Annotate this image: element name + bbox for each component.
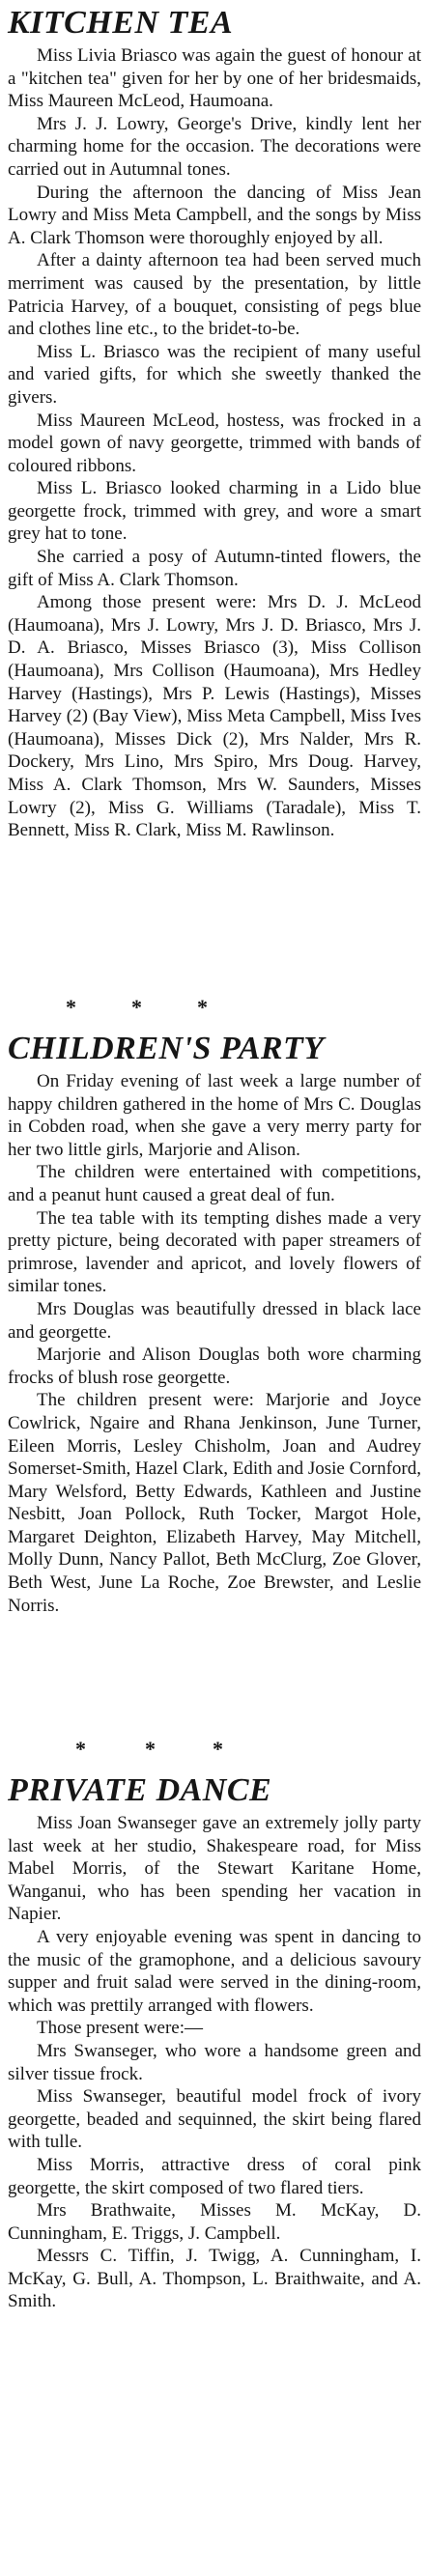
- kitchen-tea-paragraph: Miss Livia Briasco was again the guest of honour at a "kitchen tea" given for her by one of her bridesmaids, Miss Maureen McLeod, Haumoana.: [8, 45, 421, 112]
- childrens-party-paragraph: The tea table with its tempting dishes made a very pretty picture, being decorated with paper streamers of primrose, lavender and apricot, and lovely flowers of similar tones.: [8, 1207, 421, 1297]
- private-dance-paragraph: Mrs Swanseger, who wore a handsome green and silver tissue frock.: [8, 2040, 421, 2084]
- kitchen-tea-guest-list: Among those present were: Mrs D. J. McLeod (Haumoana), Mrs J. Lowry, Mrs J. D. Briasco, Mrs J. D. A. Briasco, Misses Briasco (3), Miss Collison (Haumoana), Mrs Collison (Haumoana), Mrs Hedley Harvey (Hastings), Mrs P. Lewis (Hastings), Misses Harvey (2) (Bay View), Miss Meta Campbell, Miss Ives (Haumoana), Misses Dick (2), Mrs Nalder, Mrs R. Dockery, Mrs Lino, Mrs Spiro, Mrs Doug. Harvey, Miss A. Clark Thomson, Mrs W. Saunders, Misses Lowry (2), Miss G. Williams (Taradale), Miss T. Bennett, Miss R. Clark, Miss M. Rawlinson.: [8, 592, 421, 841]
- kitchen-tea-paragraph: She carried a posy of Autumn-tinted flowers, the gift of Miss A. Clark Thomson.: [8, 547, 421, 590]
- private-dance-paragraph: Miss Swanseger, beautiful model frock of ivory georgette, beaded and sequinned, the skirt being flared with tulle.: [8, 2086, 421, 2153]
- childrens-party-paragraph: Marjorie and Alison Douglas both wore charming frocks of blush rose georgette.: [8, 1345, 421, 1388]
- childrens-party-guest-list: The children present were: Marjorie and Joyce Cowlrick, Ngaire and Rhana Jenkinson, June Turner, Eileen Morris, Lesley Chisholm, Joan and Audrey Somerset-Smith, Hazel Clark, Edith and Josie Cornford, Mary Welsford, Betty Edwards, Kathleen and Justine Nesbitt, Joan Pollock, Ruth Tocker, Margot Hole, Margaret Deighton, Elizabeth Harvey, May Mitchell, Molly Dunn, Nancy Pallot, Beth McClurg, Zoe Glover, Beth West, June La Roche, Zoe Brewster, and Leslie Norris.: [8, 1390, 421, 1616]
- kitchen-tea-heading: KITCHEN TEA: [8, 5, 234, 41]
- kitchen-tea-paragraph: Mrs J. J. Lowry, George's Drive, kindly lent her charming home for the occasion. The decorations were carried out in Autumnal tones.: [8, 113, 421, 180]
- separator-asterisk: *: [197, 995, 208, 1019]
- separator-asterisk: *: [213, 1737, 223, 1761]
- kitchen-tea-section: [8, 0, 421, 989]
- childrens-party-paragraph: The children were entertained with competitions, and a peanut hunt caused a great deal of fun.: [8, 1162, 421, 1205]
- separator-asterisk: *: [131, 995, 142, 1019]
- kitchen-tea-paragraph: Miss L. Briasco looked charming in a Lido blue georgette frock, trimmed with grey, and wore a smart grey hat to tone.: [8, 478, 421, 545]
- private-dance-paragraph: A very enjoyable evening was spent in dancing to the music of the gramophone, and a delicious savoury supper and fruit salad were served in the dining-room, which was prettily arranged with flowers.: [8, 1926, 421, 2016]
- childrens-party-section: [8, 1028, 421, 1731]
- childrens-party-paragraph: Mrs Douglas was beautifully dressed in black lace and georgette.: [8, 1298, 421, 1343]
- section-separator: [8, 1731, 421, 1769]
- private-dance-heading: PRIVATE DANCE: [8, 1772, 272, 1808]
- kitchen-tea-paragraph: After a dainty afternoon tea had been served much merriment was caused by the presentation, by little Patricia Harvey, of a bouquet, consisting of pegs blue and clothes line etc., to the bridet-to-be.: [8, 250, 421, 340]
- private-dance-guest-list: Mrs Brathwaite, Misses M. McKay, D. Cunningham, E. Triggs, J. Campbell.: [8, 2200, 421, 2244]
- private-dance-guest-list: Messrs C. Tiffin, J. Twigg, A. Cunningham, I. McKay, G. Bull, A. Thompson, L. Braithwaite, and A. Smith.: [8, 2246, 421, 2312]
- childrens-party-paragraph: On Friday evening of last week a large number of happy children gathered in the home of Mrs C. Douglas in Cobden road, when she gave a very merry party for her two little girls, Marjorie and Alison.: [8, 1071, 421, 1160]
- kitchen-tea-paragraph: Miss L. Briasco was the recipient of many useful and varied gifts, for which she sweetly thanked the givers.: [8, 341, 421, 408]
- separator-asterisk: *: [66, 995, 76, 1019]
- section-separator: [8, 989, 421, 1028]
- kitchen-tea-paragraph: During the afternoon the dancing of Miss Jean Lowry and Miss Meta Campbell, and the songs by Miss A. Clark Thomson were thoroughly enjoyed by all.: [8, 182, 421, 248]
- separator-asterisk: *: [75, 1737, 86, 1761]
- private-dance-paragraph: Miss Joan Swanseger gave an extremely jolly party last week at her studio, Shakespeare road, for Miss Mabel Morris, of the Stewart Karitane Home, Wanganui, who has been spending her vacation in Napier.: [8, 1813, 421, 1925]
- separator-asterisk: *: [145, 1737, 156, 1761]
- childrens-party-heading: CHILDREN'S PARTY: [8, 1031, 325, 1066]
- kitchen-tea-paragraph: Miss Maureen McLeod, hostess, was frocked in a model gown of navy georgette, trimmed with bands of coloured ribbons.: [8, 410, 421, 476]
- private-dance-paragraph: Those present were:—: [37, 2018, 203, 2039]
- private-dance-paragraph: Miss Morris, attractive dress of coral pink georgette, the skirt composed of two flared tiers.: [8, 2154, 421, 2198]
- private-dance-section: [8, 1769, 421, 2576]
